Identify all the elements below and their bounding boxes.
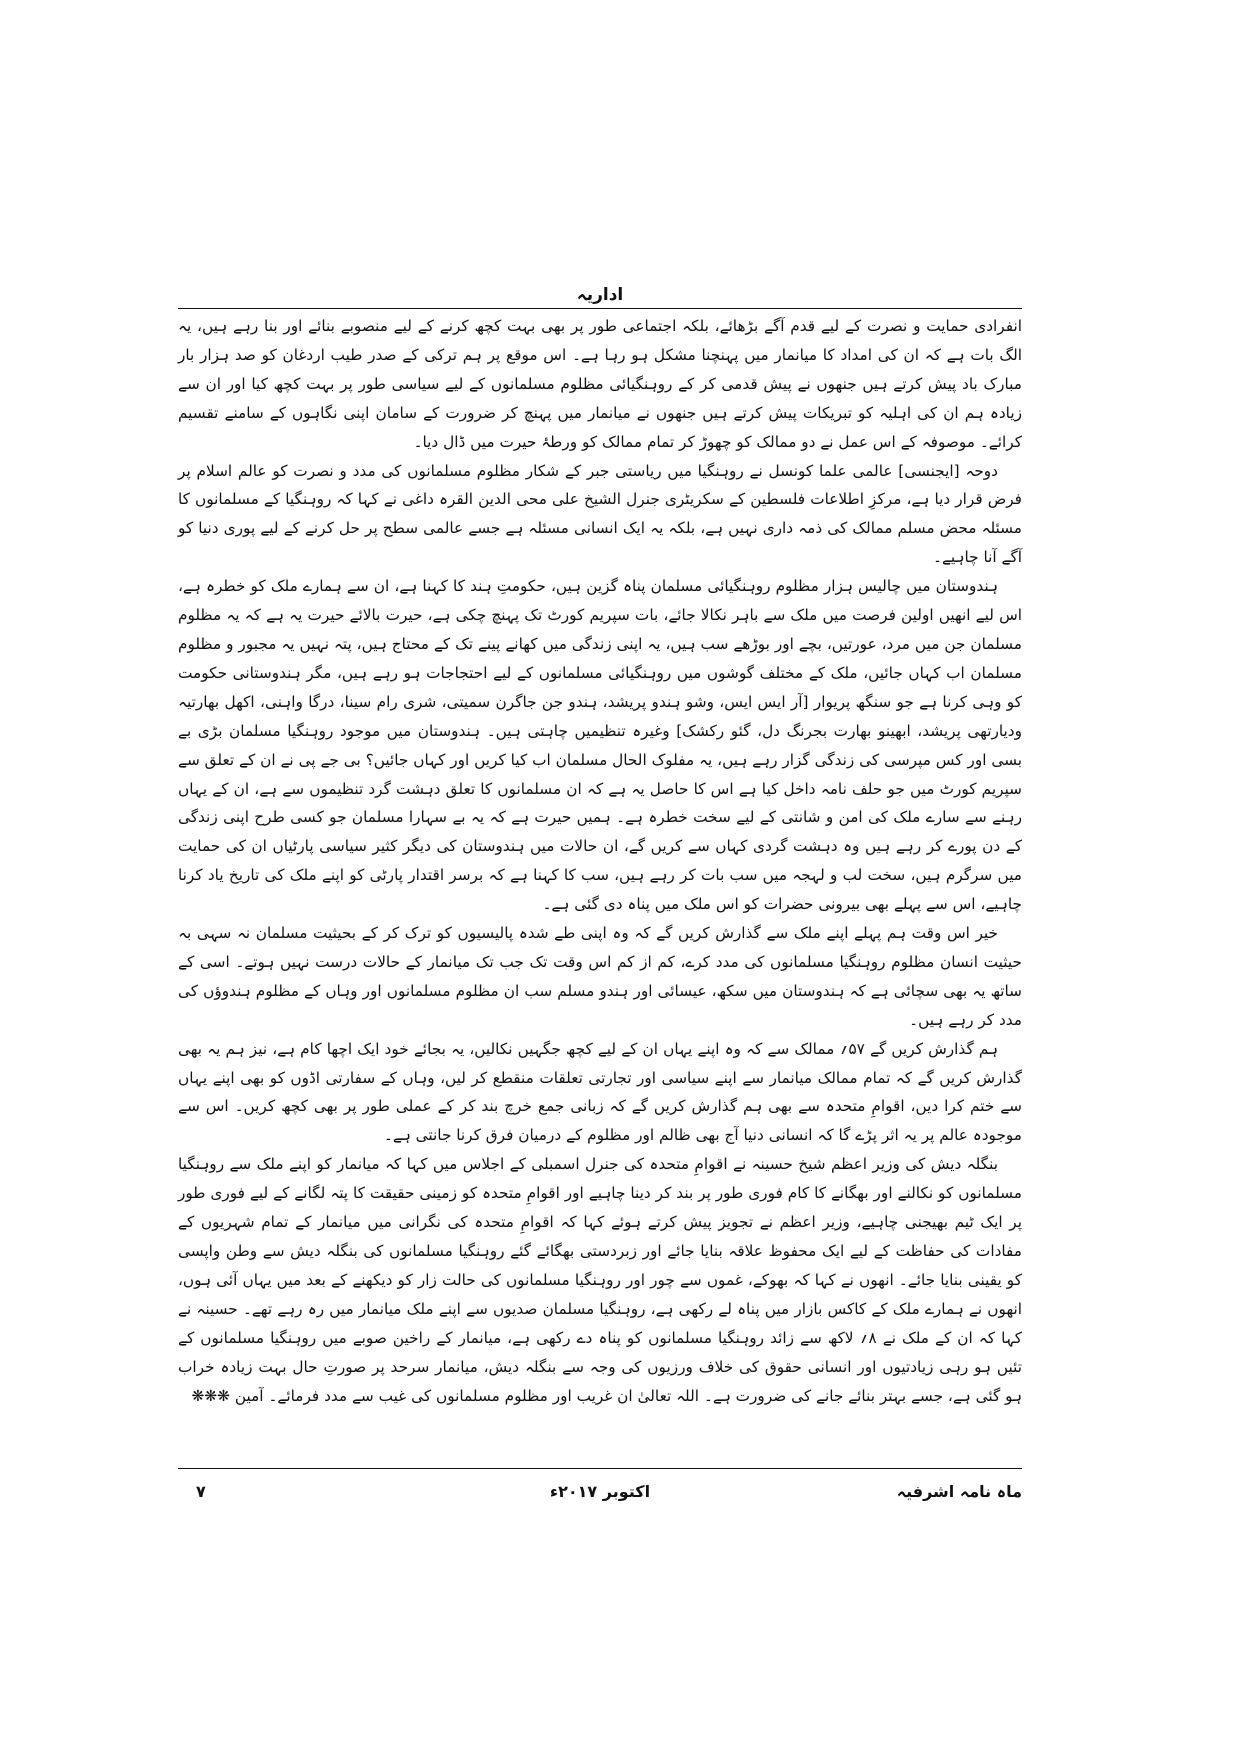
page-footer bbox=[178, 1480, 1022, 1504]
header-divider bbox=[178, 308, 1022, 309]
issue-date: اکتوبر ۲۰۱۷ء bbox=[549, 1482, 651, 1501]
article-body bbox=[178, 312, 1022, 1410]
paragraph: دوحہ [ایجنسی] عالمی علما کونسل نے روہنگیا میں ریاستی جبر کے شکار مظلوم مسلمانوں کی مدد و نصرت کو عالم اسلام پر فرض قرار دیا ہے، مرکزِ اطلاعات فلسطین کے سکریٹری جنرل الشیخ علی محی الدین القرہ داغی نے کہا کہ روہنگیا کے مسلمانوں کا مسئلہ محض مسلم ممالک کی ذمہ داری نہیں ہے، بلکہ یہ ایک انسانی مسئلہ ہے جسے عالمی سطح پر حل کرنے کے لیے پوری دنیا کو آگے آنا چاہیے۔ bbox=[178, 461, 1022, 567]
magazine-name: ماہ نامہ اشرفیہ bbox=[896, 1482, 1022, 1501]
page-number: ۷ bbox=[196, 1482, 206, 1501]
footer-divider bbox=[178, 1468, 1022, 1469]
paragraph: انفرادی حمایت و نصرت کے لیے قدم آگے بڑھائے، بلکہ اجتماعی طور پر بھی بہت کچھ کرنے کے لیے منصوبے بنائے اور بنا رہے ہیں، یہ الگ بات ہے کہ ان کی امداد کا میانمار میں پہنچنا مشکل ہو رہا ہے۔ اس موقع پر ہم ترکی کے صدر طیب اردغان کو صد ہزار بار مبارک باد پیش کرتے ہیں جنھوں نے پیش قدمی کر کے روہنگیائی مظلوم مسلمانوں کے لیے سیاسی طور پر بہت کچھ کیا اور ان سے زیادہ ہم ان کی اہلیہ کو تبریکات پیش کرتے ہیں جنھوں نے میانمار میں پہنچ کر ضرورت کے سامان اپنی نگاہوں کے سامنے تقسیم کرائے۔ موصوفہ کے اس عمل نے دو ممالک کو چھوڑ کر تمام ممالک کو ورطۂ حیرت میں ڈال دیا۔ bbox=[178, 317, 1022, 451]
paragraph: ہندوستان میں چالیس ہزار مظلوم روہنگیائی مسلمان پناہ گزین ہیں، حکومتِ ہند کا کہنا ہے، ان سے ہمارے ملک کو خطرہ ہے، اس لیے انھیں اولین فرصت میں ملک سے باہر نکالا جائے، بات سپریم کورٹ تک پہنچ چکی ہے، حیرت بالائے حیرت یہ ہے کہ یہ مظلوم مسلمان جن میں مرد، عورتیں، بچے اور بوڑھے سب ہیں، یہ اپنی زندگی میں کھانے پینے تک کے محتاج ہیں، پتہ نہیں یہ مجبور و مظلوم مسلمان اب کہاں جائیں، ملک کے مختلف گوشوں میں روہنگیائی مسلمانوں کے لیے احتجاجات ہو رہے ہیں، مگر ہندوستانی حکومت کو وہی کرنا ہے جو سنگھ پریوار [آر ایس ایس، وشو ہندو پریشد، ہندو جن جاگرن سمیتی، شری رام سینا، درگا واہنی، اکھل بھارتیہ ودیارتھی پریشد، ابھینو بھارت بجرنگ دل، گئو رکشک] وغیرہ تنظیمیں چاہتی ہیں۔ ہندوستان میں موجود روہنگیا مسلمان بڑی بے بسی اور کس مپرسی کی زندگی گزار رہے ہیں، یہ مفلوک الحال مسلمان اب کیا کریں اور کہاں جائیں؟ بی جے پی نے ان کے تعلق سے سپریم کورٹ میں جو حلف نامہ داخل کیا ہے اس کا حاصل یہ ہے کہ ان مسلمانوں کا تعلق دہشت گرد تنظیموں سے ہے، ان کے یہاں رہنے سے سارے ملک کی امن و شانتی کے لیے سخت خطرہ ہے۔ ہمیں حیرت ہے کہ یہ بے سہارا مسلمان جو کسی طرح اپنی زندگی کے دن پورے کر رہے ہیں وہ دہشت گردی کہاں سے کریں گے، ان حالات میں ہندوستان کی دیگر کثیر سیاسی پارٹیاں ان کی حمایت میں سرگرم ہیں، سخت لب و لہجہ میں سب بات کر رہے ہیں، سب کا کہنا ہے کہ برسر اقتدار پارٹی کو اپنے ملک کی تاریخ یاد کرنا چاہیے، اس سے پہلے بھی بیرونی حضرات کو اس ملک میں پناہ دی گئی ہے۔ bbox=[178, 577, 1022, 914]
paragraph: خیر اس وقت ہم پہلے اپنے ملک سے گذارش کریں گے کہ وہ اپنی طے شدہ پالیسیوں کو ترک کر کے بحیثیت مسلمان نہ سہی بہ حیثیت انسان مظلوم روہنگیا مسلمانوں کی مدد کرے، کم از کم اس وقت تک جب تک میانمار کے حالات درست نہیں ہوتے۔ اسی کے ساتھ یہ بھی سچائی ہے کہ ہندوستان میں سکھ، عیسائی اور ہندو مسلم سب ان مظلوم مسلمانوں اور وہاں کے مظلوم ہندوؤں کی مدد کر رہے ہیں۔ bbox=[178, 924, 1022, 1029]
paragraph: ہم گذارش کریں گے ۵۷؍ ممالک سے کہ وہ اپنے یہاں ان کے لیے کچھ جگہیں نکالیں، یہ بجائے خود ایک اچھا کام ہے، نیز ہم یہ بھی گذارش کریں گے کہ تمام ممالک میانمار سے اپنے سیاسی اور تجارتی تعلقات منقطع کر لیں، وہاں کے سفارتی اڈوں کو بھی اپنے یہاں سے ختم کرا دیں، اقوامِ متحدہ سے بھی ہم گذارش کریں گے کہ زبانی جمع خرچ بند کر کے عملی طور پر بھی کچھ کریں۔ اس سے موجودہ عالم پر یہ اثر پڑے گا کہ انسانی دنیا آج بھی ظالم اور مظلوم کے درمیان فرق کرنا جانتی ہے۔ bbox=[178, 1039, 1022, 1145]
page-title: اداریہ bbox=[576, 285, 624, 305]
paragraph: بنگلہ دیش کی وزیر اعظم شیخ حسینہ نے اقوامِ متحدہ کی جنرل اسمبلی کے اجلاس میں کہا کہ میانمار کو اپنے ملک سے روہنگیا مسلمانوں کو نکالنے اور بھگانے کا کام فوری طور پر بند کر دینا چاہیے اور اقوامِ متحدہ کو زمینی حقیقت کا پتہ لگانے کے لیے فوری طور پر ایک ٹیم بھیجنی چاہیے، وزیر اعظم نے تجویز پیش کرتے ہوئے کہا کہ اقوامِ متحدہ کی نگرانی میں میانمار کے تمام شہریوں کے مفادات کی حفاظت کے لیے ایک محفوظ علاقہ بنایا جائے اور زبردستی بھگائے گئے روہنگیا مسلمانوں کی بنگلہ دیش سے وطن واپسی کو یقینی بنایا جائے۔ انھوں نے کہا کہ بھوکے، غموں سے چور اور روہنگیا مسلمانوں کی حالت زار کو دیکھنے کے بعد میں یہاں آئی ہوں، انھوں نے ہمارے ملک کے کاکس بازار میں پناہ لے رکھی ہے، روہنگیا مسلمان صدیوں سے اپنے ملک میانمار میں رہ رہے تھے۔ حسینہ نے کہا کہ ان کے ملک نے ۸؍ لاکھ سے زائد روہنگیا مسلمانوں کو پناہ دے رکھی ہے، میانمار کے راخین صوبے میں روہنگیا مسلمانوں کے تئیں ہو رہی زیادتیوں اور انسانی حقوق کی خلاف ورزیوں کی وجہ سے بنگلہ دیش، میانمار سرحد پر صورتِ حال بہت زیادہ خراب ہو گئی ہے، جسے بہتر بنائے جانے کی ضرورت ہے۔ اللہ تعالیٰ ان غریب اور مظلوم مسلمانوں کی غیب سے مدد فرمائے۔ آمین ❋❋❋ bbox=[178, 1155, 1022, 1405]
